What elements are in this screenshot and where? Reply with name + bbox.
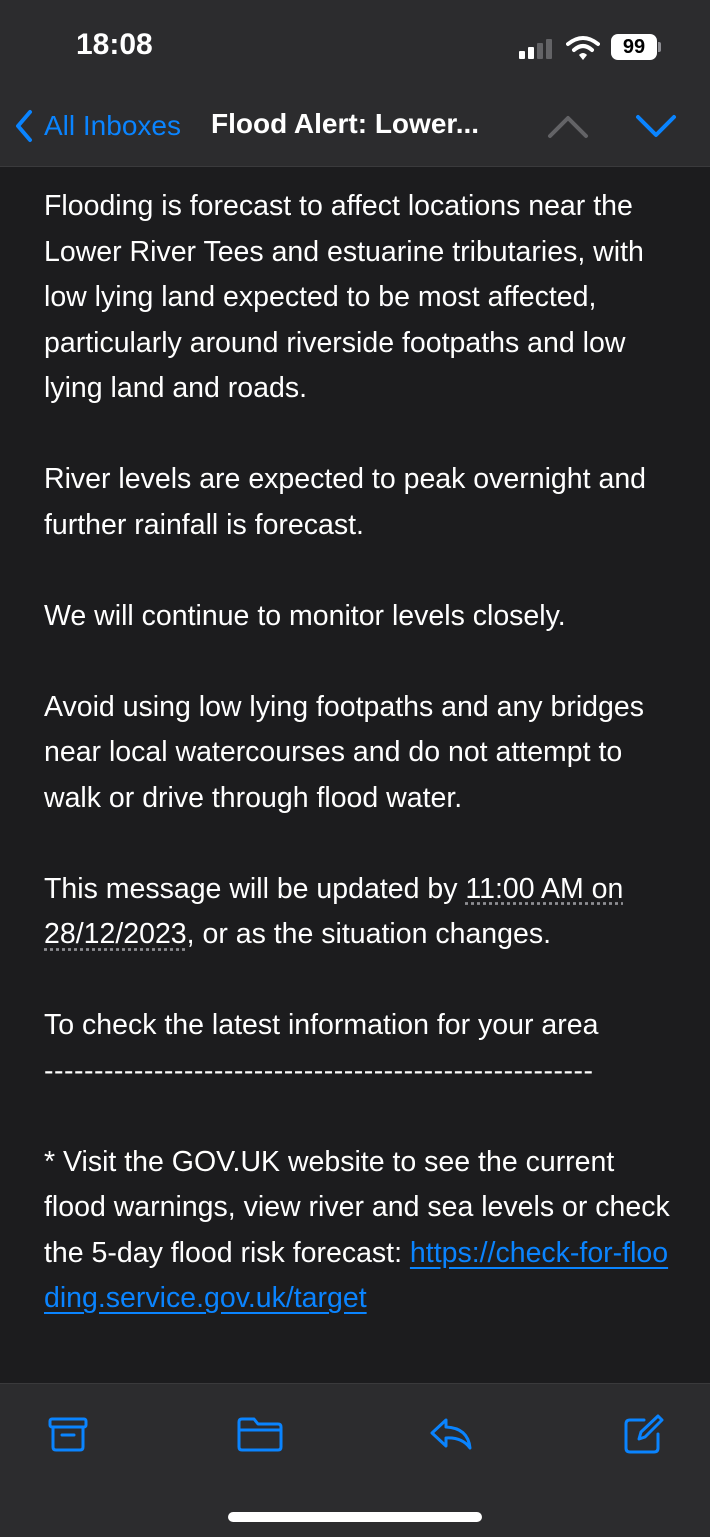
paragraph-river-levels: River levels are expected to peak overnight and further rainfall is forecast. <box>44 463 647 541</box>
battery-tip <box>658 42 661 52</box>
status-time: 18:08 <box>76 28 153 61</box>
update-datetime-link[interactable]: 11:00 AM on 28/12/2023 <box>44 872 624 950</box>
paragraph-monitor: We will continue to monitor levels closely. <box>44 599 566 632</box>
chevron-up-icon[interactable] <box>546 112 590 140</box>
email-subject-title: Flood Alert: Lower... <box>211 108 480 139</box>
visit-text: * Visit the GOV.UK website to see the current flood warnings, view river and sea levels or check the 5-day flood risk forecast: <box>44 1145 670 1269</box>
compose-icon[interactable] <box>622 1414 664 1456</box>
back-button[interactable] <box>14 106 181 146</box>
email-body[interactable] <box>0 167 710 1383</box>
check-heading: To check the latest information for your area <box>44 1009 599 1041</box>
home-indicator[interactable] <box>228 1512 482 1522</box>
chevron-down-icon[interactable] <box>634 112 678 140</box>
flood-service-link[interactable]: https://check-for-flooding.service.gov.uk/target <box>44 1236 669 1314</box>
paragraph-update <box>44 867 674 958</box>
separator-line: ------------------------------------------------------- <box>44 1054 594 1087</box>
wifi-icon <box>566 35 600 61</box>
cellular-signal-icon <box>519 37 555 59</box>
folder-icon[interactable] <box>236 1414 284 1454</box>
paragraph-avoid: Avoid using low lying footpaths and any bridges near local watercourses and do not attempt to walk or drive through flood water. <box>44 690 644 814</box>
paragraph-visit <box>44 1140 674 1322</box>
email-text <box>44 184 674 1367</box>
reply-icon[interactable] <box>428 1414 474 1454</box>
back-label: All Inboxes <box>44 110 181 141</box>
archive-icon[interactable] <box>48 1414 88 1454</box>
battery-icon: 99 <box>611 34 657 60</box>
update-suffix: , or as the situation changes. <box>186 918 552 950</box>
paragraph-check <box>44 1003 674 1094</box>
paragraph-forecast: Flooding is forecast to affect locations near the Lower River Tees and estuarine tributaries, with low lying land expected to be most affected, particularly around riverside footpaths and low lying land and roads. <box>44 190 644 404</box>
chevron-left-icon <box>14 109 34 143</box>
update-prefix: This message will be updated by <box>44 872 466 905</box>
header <box>0 0 710 167</box>
